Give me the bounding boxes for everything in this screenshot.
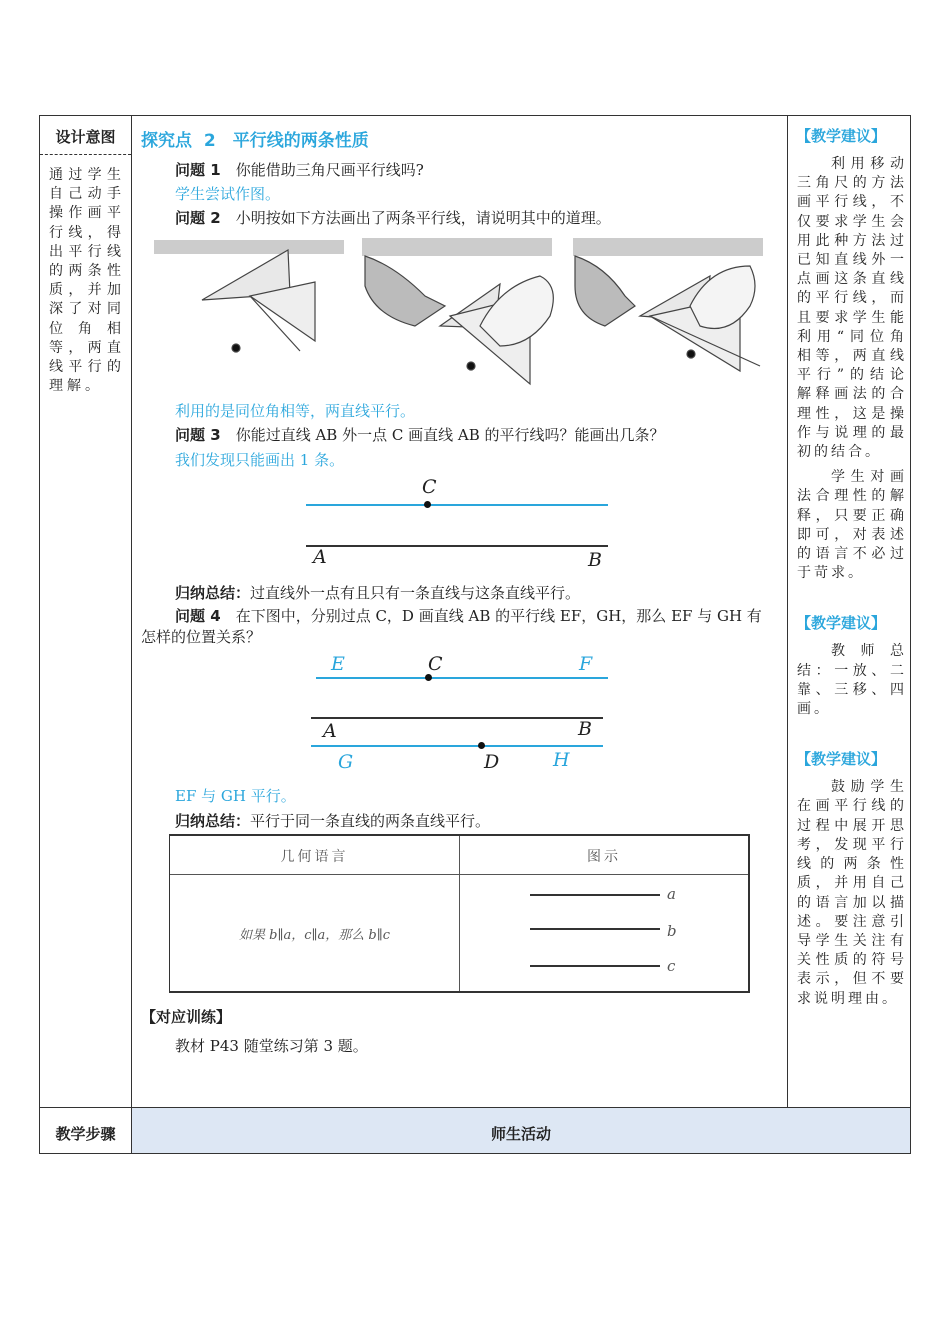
illustration-step-1 xyxy=(154,240,344,352)
answer-3: 我们发现只能画出 1 条。 xyxy=(175,451,345,469)
suggestion-title: 【教学建议】 xyxy=(796,750,887,769)
suggestion-text: 鼓励学生在画平行线的过程中展开思考，发现平行线的两条性质，并用自己的语言加以描述。要注意引导学生关注有关性质的符号表示，但不要求说明理由。 xyxy=(797,779,907,1007)
table-border xyxy=(910,115,911,1154)
suggestion-title: 【教学建议】 xyxy=(796,127,887,145)
line-b xyxy=(530,928,660,930)
suggestion-text: 学生对画法合理性的解释，只要正确即可，对表述的语言不必过于苛求。 xyxy=(797,469,907,582)
label-a: A xyxy=(313,546,327,568)
label-c: C xyxy=(428,653,443,675)
summary2-text: 平行于同一条直线的两条直线平行。 xyxy=(250,812,491,830)
suggestion-text: 利用移动三角尺的方法画平行线，不仅要求学生会用此种方法过已知直线外一点画这条直线的平行线，而且要求学生能利用“同位角相等，两直线平行”的结论解释画法的合理性，这是操作与说理的最初的结合。 xyxy=(797,156,907,461)
summary1-label: 归纳总结： xyxy=(175,584,251,602)
suggestion-title: 【教学建议】 xyxy=(796,614,887,633)
dashed-divider xyxy=(40,154,131,155)
point-c xyxy=(424,501,431,508)
q1-text: 你能借助三角尺画平行线吗? xyxy=(235,161,424,179)
illustration-step-2 xyxy=(362,238,553,384)
answer-2: 利用的是同位角相等，两直线平行。 xyxy=(175,402,416,420)
header-geometric-language: 几何语言 xyxy=(280,849,349,865)
practice-text: 教材 P43 随堂练习第 3 题。 xyxy=(175,1037,368,1055)
q2-label: 问题 2 xyxy=(175,209,221,227)
table-border xyxy=(39,1153,911,1154)
label-a: a xyxy=(667,885,676,903)
triangle-ruler-illustrations xyxy=(150,236,770,388)
practice-title: 【对应训练】 xyxy=(141,1008,232,1026)
teaching-suggestions-column xyxy=(796,126,907,1009)
answer-4: EF 与 GH 平行。 xyxy=(175,787,296,805)
illustration-step-3 xyxy=(573,238,763,371)
header-diagram: 图示 xyxy=(587,849,621,865)
suggestion-text: 教师总结：一放、二靠、三移、四画。 xyxy=(797,643,907,718)
table-border xyxy=(39,115,40,1154)
design-intent-header: 设计意图 xyxy=(55,128,116,146)
q4-text: 在下图中，分别过点 C，D 画直线 AB 的平行线 EF，GH，那么 EF 与 GH 有怎样的位置关系？ xyxy=(141,607,762,646)
footer-teaching-steps: 教学步骤 xyxy=(55,1125,116,1143)
line-ef xyxy=(316,677,608,679)
q3-text: 你能过直线 AB 外一点 C 画直线 AB 的平行线吗？能画出几条？ xyxy=(235,426,665,444)
q2-text: 小明按如下方法画出了两条平行线，请说明其中的道理。 xyxy=(235,209,611,227)
q1-label: 问题 1 xyxy=(175,161,221,179)
line-ab xyxy=(306,545,608,547)
geometric-statement: 如果 b∥a，c∥a，那么 b∥c xyxy=(239,928,390,943)
label-e: E xyxy=(331,653,345,675)
column-divider xyxy=(787,115,788,1107)
property-table xyxy=(169,834,750,993)
line-ab xyxy=(311,717,603,719)
answer-1: 学生尝试作图。 xyxy=(175,185,281,203)
summary1-text: 过直线外一点有且只有一条直线与这条直线平行。 xyxy=(250,584,581,602)
line-a xyxy=(530,894,660,896)
q4-label: 问题 4 xyxy=(175,607,221,625)
section-title: 探究点 2 平行线的两条性质 xyxy=(141,131,369,151)
label-d: D xyxy=(484,751,500,773)
label-b: b xyxy=(667,922,677,940)
q3-label: 问题 3 xyxy=(175,426,221,444)
label-h: H xyxy=(553,749,570,771)
summary2-label: 归纳总结： xyxy=(175,812,251,830)
label-g: G xyxy=(338,751,354,773)
label-b: B xyxy=(588,549,602,571)
table-border xyxy=(39,115,911,116)
parallel-line-through-c xyxy=(306,504,608,506)
label-b: B xyxy=(578,718,592,740)
label-a: A xyxy=(323,720,337,742)
column-divider xyxy=(131,115,132,1154)
line-c xyxy=(530,965,660,967)
label-f: F xyxy=(579,653,593,675)
label-c: c xyxy=(667,957,676,975)
point-c xyxy=(425,674,432,681)
point-d xyxy=(478,742,485,749)
line-gh xyxy=(311,745,603,747)
footer-activities: 师生活动 xyxy=(490,1125,551,1143)
row-divider xyxy=(39,1107,911,1108)
design-intent-text: 通过学生自己动手操作画平行线，得出平行线的两条性质，并加深了对同位角相等，两直线平行的理解。 xyxy=(49,167,125,395)
label-c: C xyxy=(422,476,437,498)
